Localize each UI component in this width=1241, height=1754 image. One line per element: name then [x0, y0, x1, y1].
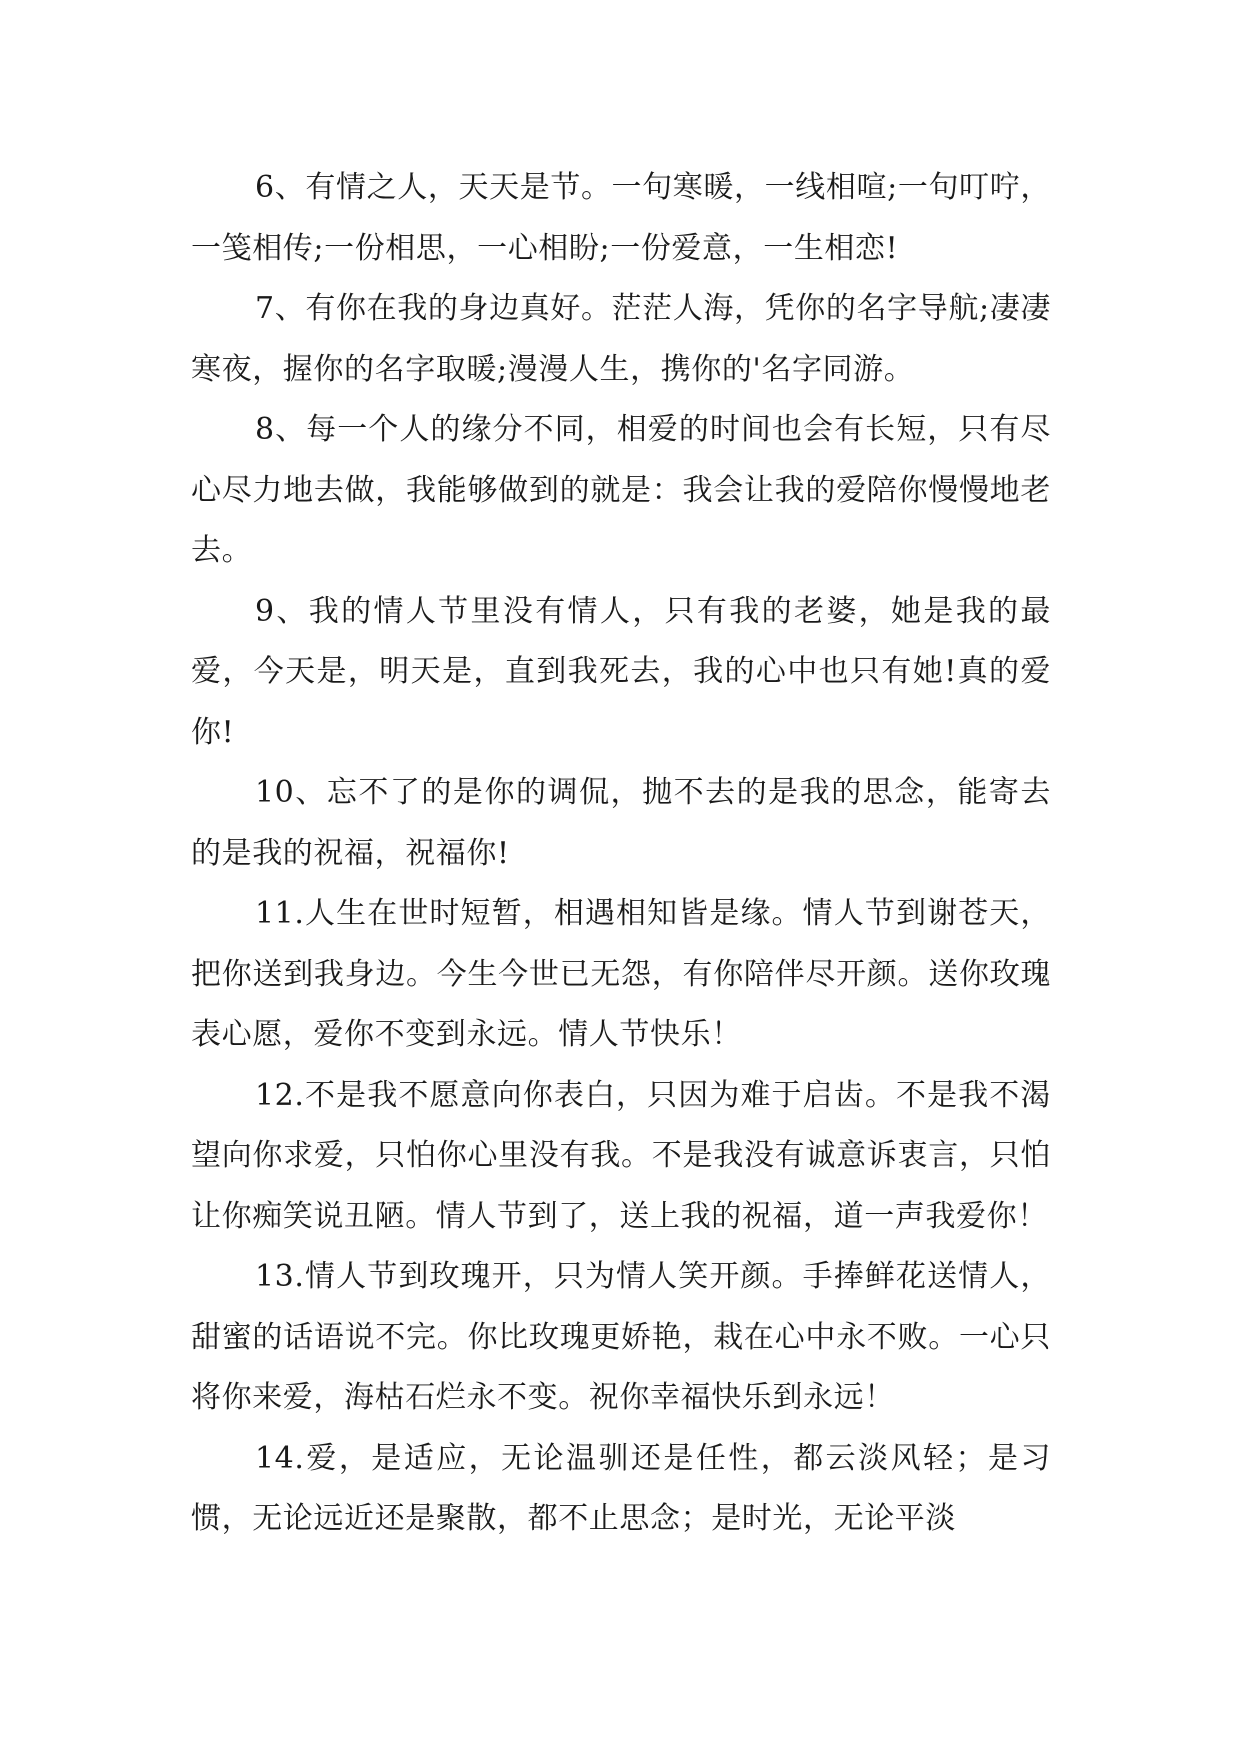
document-body — [191, 158, 1051, 1550]
paragraph-6: 6、有情之人，天天是节。一句寒暖，一线相喧;一句叮咛，一笺相传;一份相思，一心相盼;一份爱意，一生相恋! — [191, 170, 1051, 266]
paragraph-13: 13.情人节到玫瑰开，只为情人笑开颜。手捧鲜花送情人，甜蜜的话语说不完。你比玫瑰更娇艳，栽在心中永不败。一心只将你来爱，海枯石烂永不变。祝你幸福快乐到永远！ — [191, 1259, 1051, 1415]
paragraph-10: 10、忘不了的是你的调侃，抛不去的是我的思念，能寄去的是我的祝福，祝福你! — [191, 775, 1051, 871]
paragraph-7: 7、有你在我的身边真好。茫茫人海，凭你的名字导航;凄凄寒夜，握你的名字取暖;漫漫人生，携你的'名字同游。 — [191, 291, 1051, 387]
paragraph-14: 14.爱，是适应，无论温驯还是任性，都云淡风轻；是习惯，无论远近还是聚散，都不止思念；是时光，无论平淡 — [191, 1440, 1051, 1536]
paragraph-11: 11.人生在世时短暂，相遇相知皆是缘。情人节到谢苍天，把你送到我身边。今生今世已无怨，有你陪伴尽开颜。送你玫瑰表心愿，爱你不变到永远。情人节快乐！ — [191, 896, 1051, 1052]
paragraph-12: 12.不是我不愿意向你表白，只因为难于启齿。不是我不渴望向你求爱，只怕你心里没有我。不是我没有诚意诉衷言，只怕让你痴笑说丑陋。情人节到了，送上我的祝福，道一声我爱你！ — [191, 1077, 1051, 1234]
paragraph-9: 9、我的情人节里没有情人，只有我的老婆，她是我的最爱，今天是，明天是，直到我死去，我的心中也只有她!真的爱你! — [191, 593, 1051, 750]
paragraph-8: 8、每一个人的缘分不同，相爱的时间也会有长短，只有尽心尽力地去做，我能够做到的就是：我会让我的爱陪你慢慢地老去。 — [191, 412, 1051, 568]
